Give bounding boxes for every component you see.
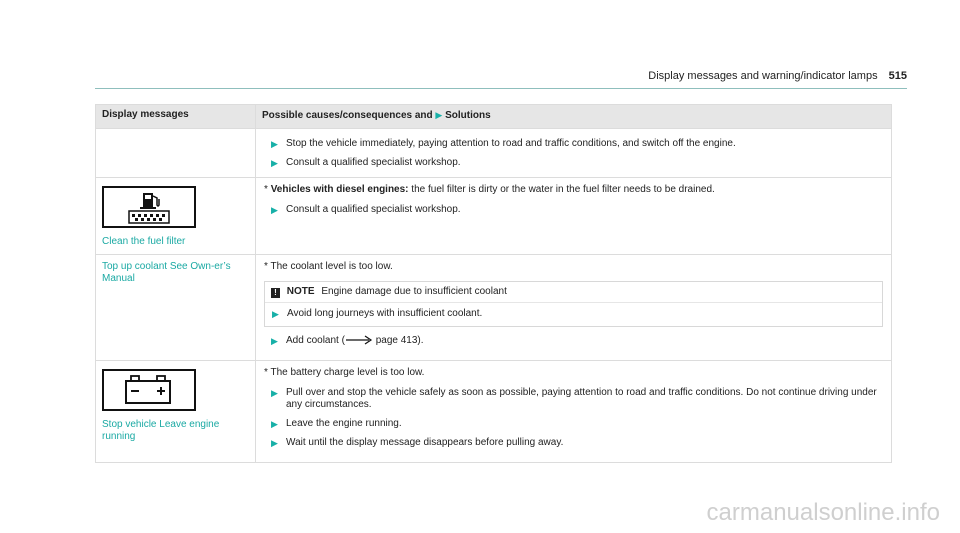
message-cell (96, 129, 256, 178)
fuel-filter-icon (102, 186, 249, 232)
list-item: ▶ Stop the vehicle immediately, paying attention to road and traffic conditions, and switch off the engine. (271, 138, 736, 149)
message-cell (96, 178, 256, 255)
list-item: ▶ Consult a qualified specialist workshop. (271, 157, 461, 168)
cause-cell (256, 255, 892, 361)
table-row (96, 361, 892, 463)
table-row (96, 255, 892, 361)
arrow-right-icon: ▶ (271, 336, 278, 346)
arrow-right-icon: ▶ (271, 419, 278, 429)
cause-text: * The coolant level is too low. (264, 261, 393, 272)
header-title: Display messages and warning/indicator lamps (648, 70, 878, 82)
page-header (95, 70, 907, 89)
battery-icon (102, 369, 249, 415)
exclamation-icon: ! (271, 288, 280, 298)
watermark: carmanualsonline.info (706, 499, 940, 526)
arrow-right-icon: ▶ (272, 309, 279, 319)
col-header-display-messages: Display messages (96, 105, 256, 129)
list-item: ▶ Wait until the display message disappears before pulling away. (271, 437, 564, 448)
table-row (96, 178, 892, 255)
page-reference-arrow-icon (345, 335, 373, 345)
list-item: ▶ Consult a qualified specialist workshop. (271, 204, 461, 215)
page-number: 515 (888, 70, 907, 82)
message-text: Top up coolant See Own-er’s Manual (102, 261, 231, 284)
message-text: Stop vehicle Leave engine running (102, 419, 220, 442)
list-item: ▶ Leave the engine running. (271, 418, 402, 429)
arrow-right-icon: ▶ (435, 110, 443, 120)
arrow-right-icon: ▶ (271, 438, 278, 448)
cause-text: * The battery charge level is too low. (264, 367, 425, 378)
table-header-row (96, 105, 892, 129)
note-text: Engine damage due to insufficient coolant (321, 286, 507, 297)
note-label: NOTE (286, 286, 315, 297)
list-item: ▶ Avoid long journeys with insufficient coolant. (272, 308, 483, 319)
arrow-right-icon: ▶ (271, 205, 278, 215)
col-header-causes-solutions: Possible causes/consequences and ▶ Solutions (256, 105, 892, 129)
table-row (96, 129, 892, 178)
arrow-right-icon: ▶ (271, 139, 278, 149)
message-text: Clean the fuel filter (102, 236, 186, 247)
display-messages-table (95, 104, 892, 463)
list-item: ▶ Add coolant ( page 413). (271, 335, 424, 346)
note-box (264, 281, 883, 327)
cause-text: * Vehicles with diesel engines: the fuel filter is dirty or the water in the fuel filter needs to be drained. (264, 184, 715, 195)
arrow-right-icon: ▶ (271, 158, 278, 168)
message-cell (96, 361, 256, 463)
page-reference-link[interactable]: page 413). (375, 335, 424, 346)
solution-cell (256, 129, 892, 178)
message-cell (96, 255, 256, 361)
list-item: ▶ Pull over and stop the vehicle safely as soon as possible, paying attention to road and traffic conditions. Do not continue driving under any circumstances. (271, 387, 877, 410)
arrow-right-icon: ▶ (271, 388, 278, 398)
cause-cell (256, 361, 892, 463)
cause-cell (256, 178, 892, 255)
